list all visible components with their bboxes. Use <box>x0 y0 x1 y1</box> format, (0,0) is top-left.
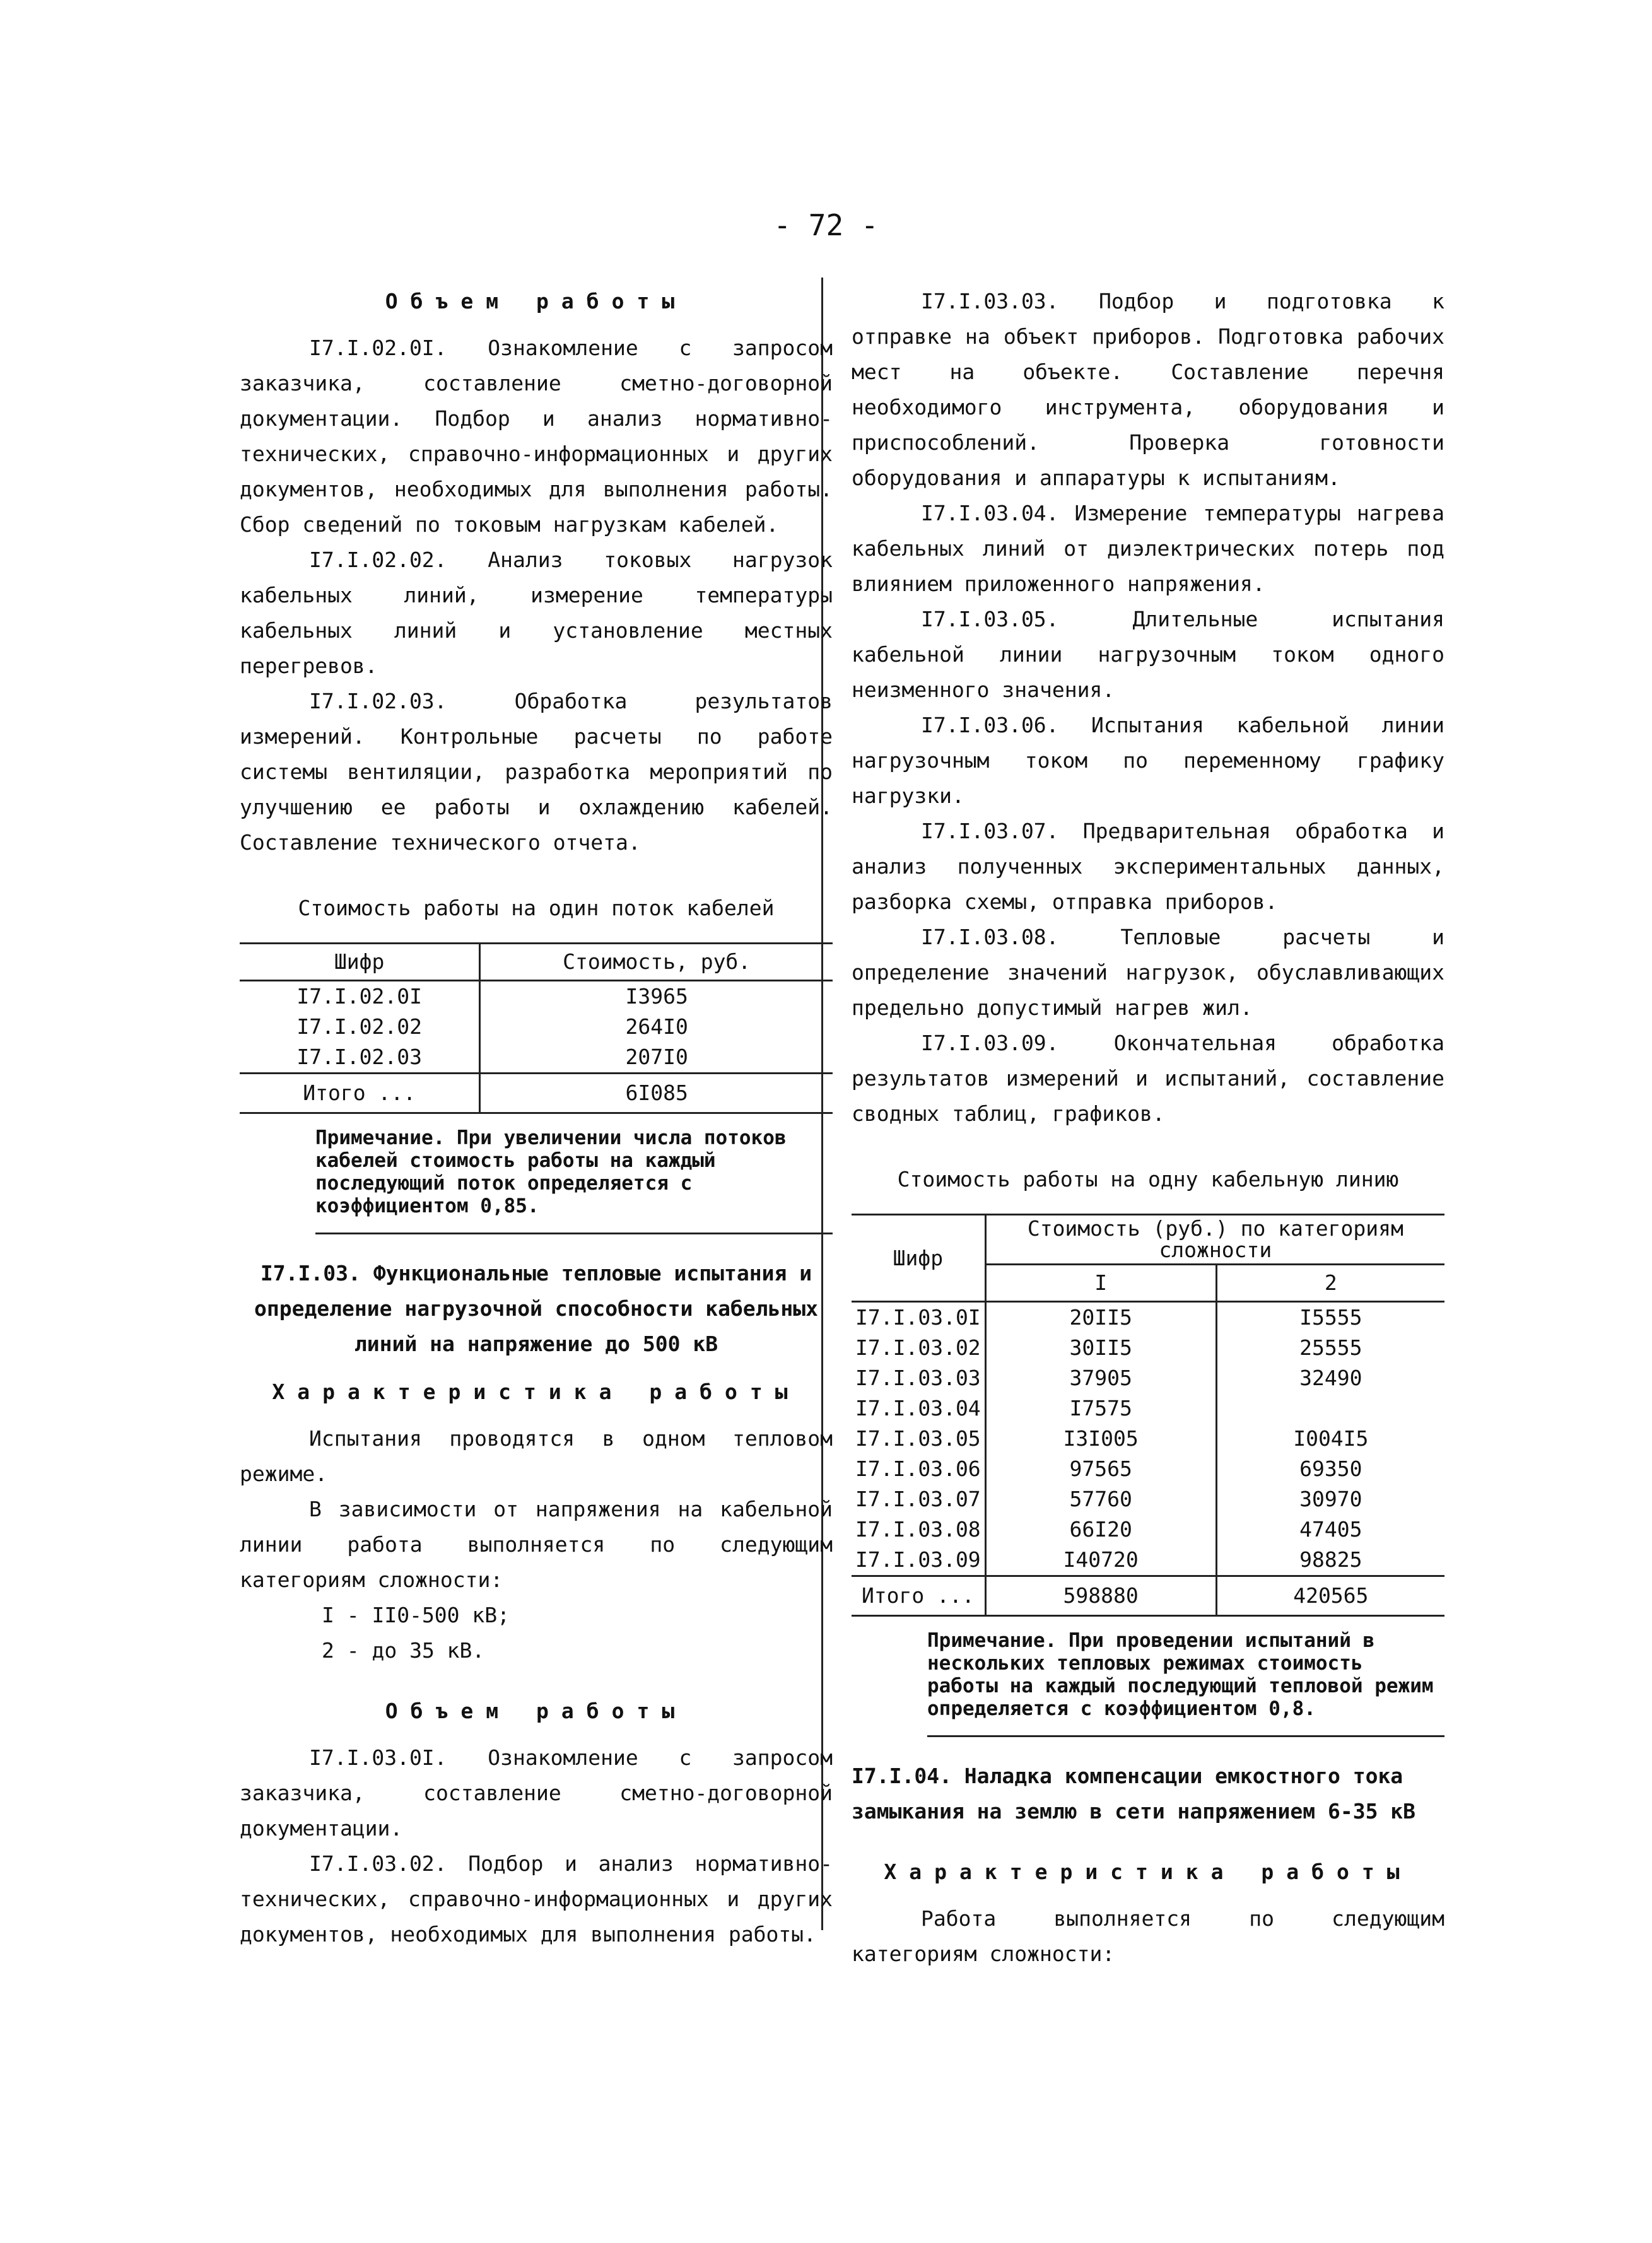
table-row <box>852 1363 1444 1393</box>
table-row <box>852 1393 1444 1424</box>
complexity-intro-2: Работа выполняется по следующим категориям сложности: <box>852 1906 1444 1966</box>
table2-cost-cat2: 69350 <box>1216 1454 1444 1484</box>
item-17-1-03-09: I7.I.03.09. Окончательная обработка результатов измерений и испытаний, составление сводных таблиц, графиков. <box>852 1031 1444 1126</box>
left-column <box>240 284 833 1952</box>
table2-caption: Стоимость работы на одну кабельную линию <box>897 1167 1399 1192</box>
table2-code: I7.I.03.08 <box>855 1517 981 1542</box>
table2-cost-cat2: I5555 <box>1216 1302 1444 1333</box>
table2-cost-cat1: 97565 <box>985 1454 1216 1484</box>
table1-code: I7.I.02.03 <box>296 1045 423 1069</box>
note-table2: Примечание. При проведении испытаний в нескольких тепловых режимах стоимость работы на каждый последующий тепловой режим определяется с коэффициентом 0,8. <box>927 1629 1444 1737</box>
table-row <box>852 1454 1444 1484</box>
item-17-1-03-04: I7.I.03.04. Измерение температуры нагрева кабельных линий от диэлектрических потерь под влиянием приложенного напряжения. <box>852 501 1444 596</box>
cost-table-cable-line <box>852 1214 1444 1617</box>
table2-cost-cat1: I3I005 <box>985 1424 1216 1454</box>
item-17-1-03-08: I7.I.03.08. Тепловые расчеты и определение значений нагрузок, обуславливающих предельно допустимый нагрев жил. <box>852 925 1444 1020</box>
table-row <box>852 1424 1444 1454</box>
table-row <box>240 1042 833 1074</box>
table2-cost-cat1: I7575 <box>985 1393 1216 1424</box>
table2-code: I7.I.03.02 <box>855 1335 981 1360</box>
table2-header-cat2: 2 <box>1216 1265 1444 1302</box>
table2-code: I7.I.03.05 <box>855 1426 981 1451</box>
item-17-1-03-06: I7.I.03.06. Испытания кабельной линии нагрузочным током по переменному графику нагрузки. <box>852 713 1444 808</box>
table-row <box>852 1545 1444 1576</box>
category-1: I - II0-500 кВ; <box>322 1603 510 1627</box>
table1-cost: I3965 <box>480 981 833 1012</box>
table1-header-cost: Стоимость, руб. <box>480 944 833 981</box>
heading-scope-of-work-2: Объем работы <box>385 1699 688 1723</box>
item-17-1-03-03: I7.I.03.03. Подбор и подготовка к отправке на объект приборов. Подготовка рабочих мест на объекте. Составление перечня необходимого инструмента, оборудования и приспособлений. Проверка готовности оборудования и аппаратуры к испытаниям. <box>852 289 1444 490</box>
item-17-1-02-02: I7.I.02.02. Анализ токовых нагрузок кабельных линий, измерение температуры кабельных линий и установление местных перегревов. <box>240 548 833 678</box>
heading-work-characteristics: Характеристика работы <box>272 1379 800 1404</box>
heading-work-characteristics-2: Характеристика работы <box>884 1859 1412 1884</box>
table2-code: I7.I.03.09 <box>855 1547 981 1572</box>
table1-cost: 264I0 <box>480 1012 833 1042</box>
table2-cost-cat2: 30970 <box>1216 1484 1444 1514</box>
table2-cost-cat1: 37905 <box>985 1363 1216 1393</box>
table1-total-value: 6I085 <box>480 1074 833 1113</box>
table1-cost: 207I0 <box>480 1042 833 1074</box>
table2-total-cat2: 420565 <box>1216 1576 1444 1616</box>
table1-header-code: Шифр <box>240 944 480 981</box>
table2-cost-cat2: 32490 <box>1216 1363 1444 1393</box>
table1-code: I7.I.02.0I <box>296 984 423 1009</box>
table2-cost-cat1: 30II5 <box>985 1333 1216 1363</box>
table2-code: I7.I.03.04 <box>855 1396 981 1420</box>
table2-cost-cat2: 25555 <box>1216 1333 1444 1363</box>
item-17-1-03-07: I7.I.03.07. Предварительная обработка и анализ полученных экспериментальных данных, разборка схемы, отправка приборов. <box>852 819 1444 914</box>
section-17-1-03-title: I7.I.03. Функциональные тепловые испытания и определение нагрузочной способности кабельных линий на напряжение до 500 кВ <box>254 1261 819 1356</box>
page-number: - 72 - <box>773 208 879 242</box>
category-2: 2 - до 35 кВ. <box>322 1638 485 1663</box>
right-column <box>852 284 1444 1972</box>
table2-cost-cat1: 66I20 <box>985 1514 1216 1545</box>
table1-caption: Стоимость работы на один поток кабелей <box>298 896 775 920</box>
table2-code: I7.I.03.06 <box>855 1456 981 1481</box>
complexity-intro: В зависимости от напряжения на кабельной линии работа выполняется по следующим категориям сложности: <box>240 1497 833 1592</box>
table2-total-cat1: 598880 <box>985 1576 1216 1616</box>
table2-code: I7.I.03.07 <box>855 1487 981 1511</box>
section-17-1-04-title: I7.I.04. Наладка компенсации емкостного тока замыкания на землю в сети напряжением 6-35 кВ <box>852 1764 1416 1824</box>
table2-header-cat1: I <box>985 1265 1216 1302</box>
table1-code: I7.I.02.02 <box>296 1014 423 1039</box>
table2-code: I7.I.03.0I <box>855 1305 981 1330</box>
table-row <box>240 981 833 1012</box>
item-17-1-03-05: I7.I.03.05. Длительные испытания кабельной линии нагрузочным током одного неизменного значения. <box>852 607 1444 702</box>
table1-total-label: Итого ... <box>240 1074 480 1113</box>
table2-cost-cat1: 57760 <box>985 1484 1216 1514</box>
table2-header-cost: Стоимость (руб.) по категориям сложности <box>985 1215 1444 1265</box>
item-17-1-03-01: I7.I.03.0I. Ознакомление с запросом заказчика, составление сметно-договорной документации. <box>240 1745 833 1841</box>
table2-cost-cat1: I40720 <box>985 1545 1216 1576</box>
item-17-1-02-01: I7.I.02.0I. Ознакомление с запросом заказчика, составление сметно-договорной документации. Подбор и анализ нормативно-технических, справочно-информационных и других документов, необходимых для выполнения работы. Сбор сведений по токовым нагрузкам кабелей. <box>240 336 833 537</box>
cost-table-cable-flow <box>240 942 833 1114</box>
table2-header-code: Шифр <box>852 1215 985 1302</box>
table2-cost-cat2: 98825 <box>1216 1545 1444 1576</box>
table2-cost-cat2: 47405 <box>1216 1514 1444 1545</box>
table1-total-row <box>240 1074 833 1113</box>
heading-scope-of-work: Объем работы <box>385 289 688 313</box>
test-mode-paragraph: Испытания проводятся в одном тепловом режиме. <box>240 1426 833 1486</box>
table2-total-label: Итого ... <box>852 1576 985 1616</box>
table-row <box>240 1012 833 1042</box>
note-table1: Примечание. При увеличении числа потоков кабелей стоимость работы на каждый последующий поток определяется с коэффициентом 0,85. <box>315 1127 833 1234</box>
table2-cost-cat2: I004I5 <box>1216 1424 1444 1454</box>
table2-cost-cat1: 20II5 <box>985 1302 1216 1333</box>
table-row <box>852 1514 1444 1545</box>
table2-total-row <box>852 1576 1444 1616</box>
table-row <box>852 1484 1444 1514</box>
item-17-1-03-02: I7.I.03.02. Подбор и анализ нормативно-технических, справочно-информационных и других документов, необходимых для выполнения работы. <box>240 1851 833 1947</box>
table2-code: I7.I.03.03 <box>855 1366 981 1390</box>
table-row <box>852 1333 1444 1363</box>
table2-cost-cat2 <box>1216 1393 1444 1424</box>
item-17-1-02-03: I7.I.02.03. Обработка результатов измерений. Контрольные расчеты по работе системы вентиляции, разработка мероприятий по улучшению ее работы и охлаждению кабелей. Составление технического отчета. <box>240 689 833 855</box>
table-row <box>852 1302 1444 1333</box>
